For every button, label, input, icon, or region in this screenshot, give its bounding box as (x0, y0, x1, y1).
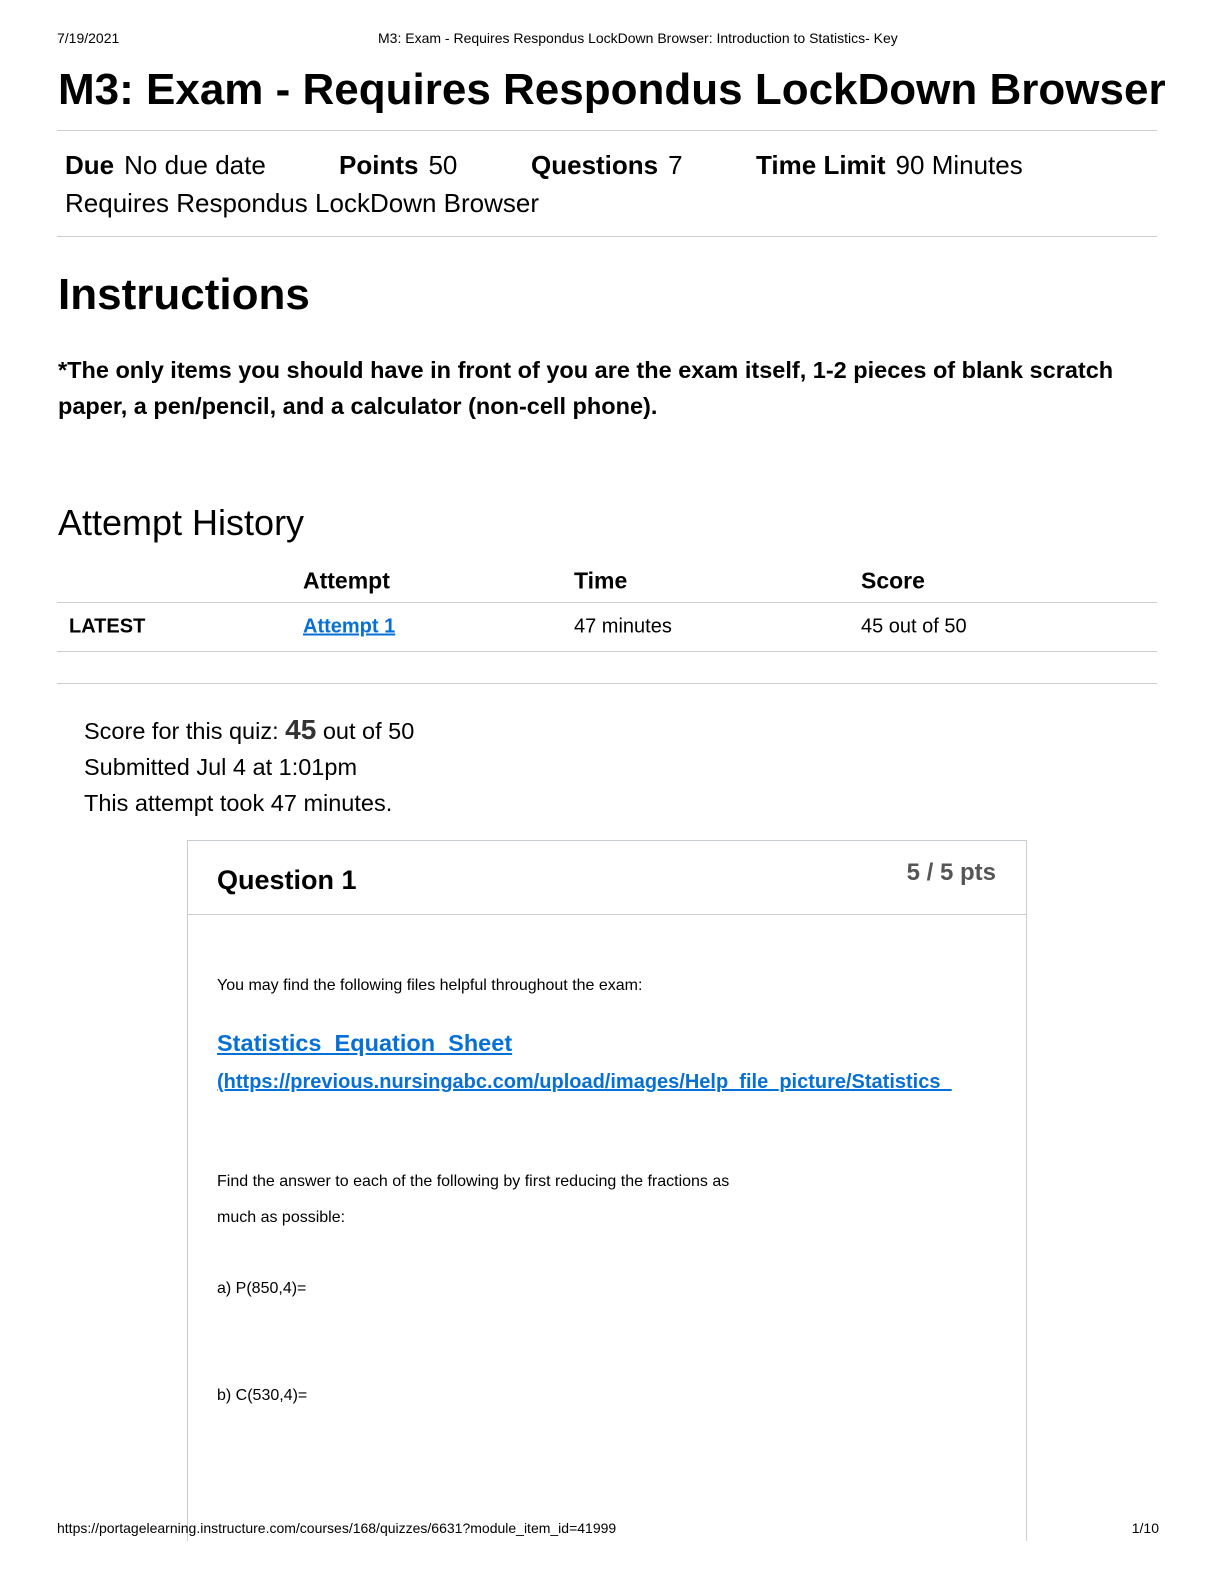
questions-label: Questions (531, 150, 659, 180)
question-prompt-line-2: much as possible: (217, 1209, 346, 1226)
points-value: 50 (428, 150, 458, 180)
score-prefix: Score for this quiz: (84, 718, 279, 744)
table-row (57, 603, 1157, 652)
question-part-a: a) P(850,4)= (217, 1280, 307, 1297)
question-title: Question 1 (217, 865, 357, 895)
attempt-time: 47 minutes (574, 615, 672, 638)
question-prompt-line-1: Find the answer to each of the following by first reducing the fractions as (217, 1173, 730, 1190)
history-divider (57, 683, 1157, 684)
questions-value: 7 (668, 150, 683, 180)
title-divider (57, 130, 1157, 131)
attempt-score: 45 out of 50 (861, 615, 967, 638)
quiz-meta (65, 146, 1145, 222)
question-part-b: b) C(530,4)= (217, 1387, 308, 1404)
column-header-time: Time (574, 567, 628, 594)
quiz-meta-row (65, 146, 1145, 184)
attempt-1-link[interactable]: Attempt 1 (303, 615, 396, 638)
question-points: 5 / 5 pts (906, 859, 996, 886)
points-item (339, 146, 531, 184)
question-intro: You may find the following files helpful throughout the exam: (217, 977, 643, 994)
column-header-score: Score (861, 567, 925, 594)
page-title: M3: Exam - Requires Respondus LockDown Browser (58, 65, 1166, 114)
attempt-history-heading: Attempt History (58, 502, 305, 543)
time-limit-value: 90 Minutes (895, 150, 1023, 180)
points-label: Points (339, 150, 419, 180)
due-item (65, 146, 339, 184)
due-label: Due (65, 150, 115, 180)
instructions-text: *The only items you should have in front of you are the exam itself, 1-2 pieces of blank scratch paper, a pen/pencil, and a calculator (non-cell phone). (58, 357, 1114, 419)
quiz-summary (84, 712, 414, 821)
equation-sheet-link[interactable]: Statistics_Equation_Sheet (217, 1030, 513, 1056)
time-limit-item (756, 146, 1023, 184)
time-limit-label: Time Limit (756, 150, 886, 180)
lockdown-note: Requires Respondus LockDown Browser (65, 188, 540, 218)
duration-text: This attempt took 47 minutes. (84, 790, 393, 816)
question-card (187, 840, 1027, 1541)
latest-label: LATEST (69, 615, 146, 638)
submitted-text: Submitted Jul 4 at 1:01pm (84, 754, 358, 780)
meta-divider (57, 236, 1157, 237)
print-date: 7/19/2021 (57, 30, 120, 46)
attempt-history-table (57, 560, 1157, 652)
column-header-attempt: Attempt (303, 567, 390, 594)
print-header (0, 30, 1224, 50)
print-title: M3: Exam - Requires Respondus LockDown Browser: Introduction to Statistics- Key (378, 30, 898, 46)
score-suffix: out of 50 (322, 718, 415, 744)
table-header-row (57, 560, 1157, 603)
equation-sheet-url-link[interactable]: (https://previous.nursingabc.com/upload/images/Help_file_picture/Statistics_ (217, 1071, 952, 1093)
score-line (84, 712, 414, 749)
question-header (188, 841, 1026, 915)
due-value: No due date (124, 150, 266, 180)
score-value: 45 (285, 714, 317, 745)
instructions-heading: Instructions (58, 270, 310, 319)
print-url: https://portagelearning.instructure.com/courses/168/quizzes/6631?module_item_id=41999 (57, 1520, 617, 1536)
questions-item (531, 146, 756, 184)
page-number: 1/10 (1131, 1520, 1159, 1536)
